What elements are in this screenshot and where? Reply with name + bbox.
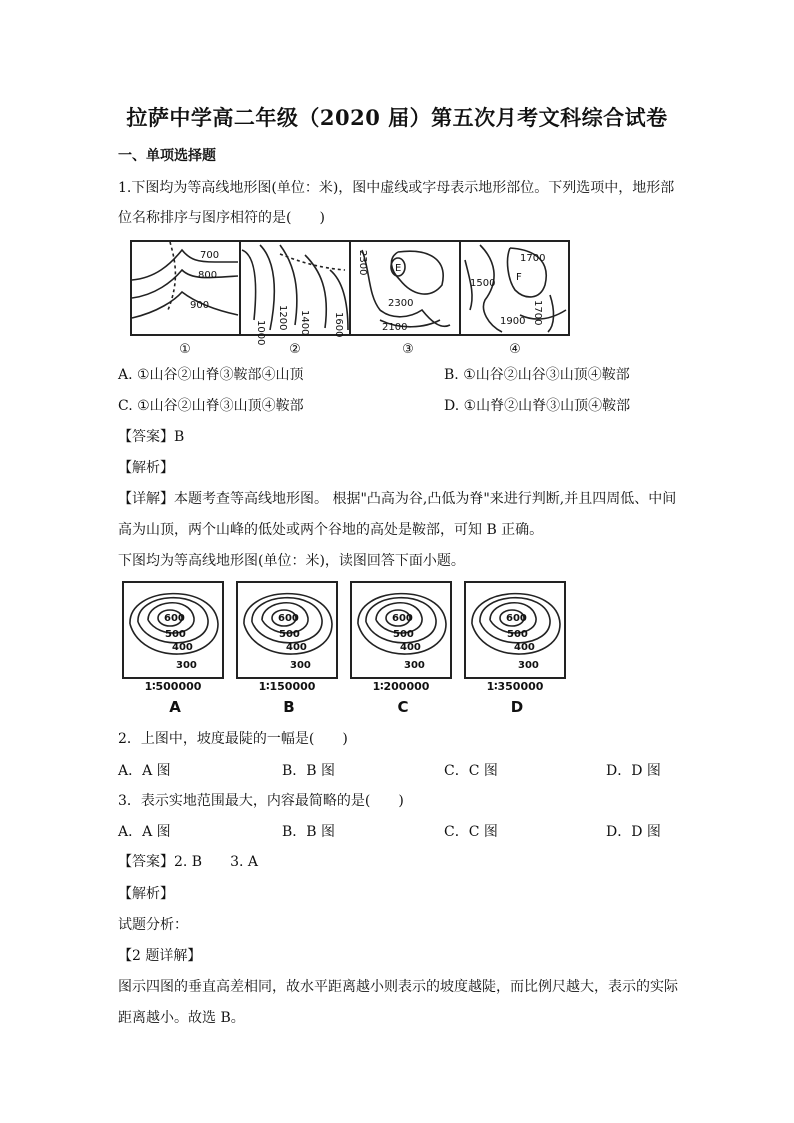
map-a-letter: A [169,698,181,715]
group2-contour-maps [120,580,680,715]
map-d-label-500: 500 [507,629,528,640]
group2-analysis-intro: 试题分析： [118,917,188,933]
map-d-label-600: 600 [506,613,527,624]
p2-label-1000: 1000 [255,320,266,346]
q2-option-c: C．C 图 [444,763,498,779]
q2-option-a: A．A 图 [118,763,171,779]
map-c-label-500: 500 [393,629,414,640]
map-c-letter: C [397,698,409,715]
group2-detail-heading: 【2 题详解】 [118,948,202,964]
q3-option-d: D．D 图 [606,824,661,840]
q1-option-b: B. ①山谷②山谷③山顶④鞍部 [444,367,630,383]
p3-label-2300-top: 2300 [357,250,368,276]
panel-label-3: ③ [402,342,414,357]
map-b-scale: 1∶150000 [258,680,316,693]
p2-label-1600: 1600 [333,312,344,338]
q3-option-c: C．C 图 [444,824,498,840]
p3-label-2100: 2100 [382,322,408,333]
p2-label-1400: 1400 [299,310,310,336]
map-b-letter: B [283,698,295,715]
map-c-label-400: 400 [400,642,421,653]
map-b-label-500: 500 [279,629,300,640]
p3-label-2300: 2300 [388,298,414,309]
p1-label-700: 700 [200,250,220,261]
p4-label-1700: 1700 [532,300,543,326]
q1-option-a: A. ①山谷②山脊③鞍部④山顶 [118,367,304,383]
q1-stem-line2: 位名称排序与图序相符的是( ) [118,210,325,226]
q2-stem: 2．上图中，坡度最陡的一幅是( ) [118,731,348,747]
map-b-label-300: 300 [290,660,311,671]
q2-option-d: D．D 图 [606,763,661,779]
q1-option-d: D. ①山脊②山脊③山顶④鞍部 [444,398,631,414]
q3-stem: 3．表示实地范围最大，内容最简略的是( ) [118,793,404,809]
panel-label-4: ④ [509,342,521,357]
q1-stem-line1: 1.下图均为等高线地形图(单位：米)，图中虚线或字母表示地形部位。下列选项中，地形部 [118,180,675,196]
map-b-label-400: 400 [286,642,307,653]
q1-analysis-heading: 【解析】 [118,460,174,476]
map-a-label-400: 400 [172,642,193,653]
p2-label-1200: 1200 [277,305,288,331]
q1-option-c: C. ①山谷②山脊③山顶④鞍部 [118,398,304,414]
group2-intro: 下图均为等高线地形图(单位：米)，读图回答下面小题。 [118,553,465,569]
page-title: 拉萨中学高二年级（2020 届）第五次月考文科综合试卷 [126,105,668,130]
map-a-label-500: 500 [165,629,186,640]
group2-answer: 【答案】2. B 3. A [118,854,259,870]
q3-option-a: A．A 图 [118,824,171,840]
p3-label-e: E [395,263,402,274]
q1-contour-figure [130,240,570,360]
panel-label-1: ① [179,342,191,357]
q2-option-b: B．B 图 [282,763,336,779]
p4-label-1900: 1900 [500,316,526,327]
map-a-label-300: 300 [176,660,197,671]
q1-detail-line1: 【详解】本题考查等高线地形图。 根据"凸高为谷,凸低为脊"来进行判断,并且四周低、中间 [118,491,677,507]
p1-label-800: 800 [198,270,218,281]
map-c-label-600: 600 [392,613,413,624]
map-c-label-300: 300 [404,660,425,671]
map-d-label-300: 300 [518,660,539,671]
map-c-scale: 1∶200000 [372,680,430,693]
map-b-label-600: 600 [278,613,299,624]
group2-detail-line2: 距离越小。故选 B。 [118,1010,245,1026]
map-d-scale: 1∶350000 [486,680,544,693]
map-a-label-600: 600 [164,613,185,624]
p4-label-f: F [516,272,522,283]
map-a-scale: 1∶500000 [144,680,202,693]
map-d-label-400: 400 [514,642,535,653]
group2-detail-line1: 图示四图的垂直高差相同，故水平距离越小则表示的坡度越陡，而比例尺越大，表示的实际 [118,979,678,995]
p4-label-1500: 1500 [470,278,496,289]
q1-answer: 【答案】B [118,429,185,445]
p1-label-900: 900 [190,300,210,311]
section-heading: 一、单项选择题 [118,148,216,164]
q1-detail-line2: 高为山顶，两个山峰的低处或两个谷地的高处是鞍部，可知 B 正确。 [118,522,544,538]
map-d-letter: D [510,698,524,715]
panel-label-2: ② [289,342,301,357]
p4-label-1700-top: 1700 [520,253,546,264]
group2-analysis-heading: 【解析】 [118,886,174,902]
q3-option-b: B．B 图 [282,824,336,840]
